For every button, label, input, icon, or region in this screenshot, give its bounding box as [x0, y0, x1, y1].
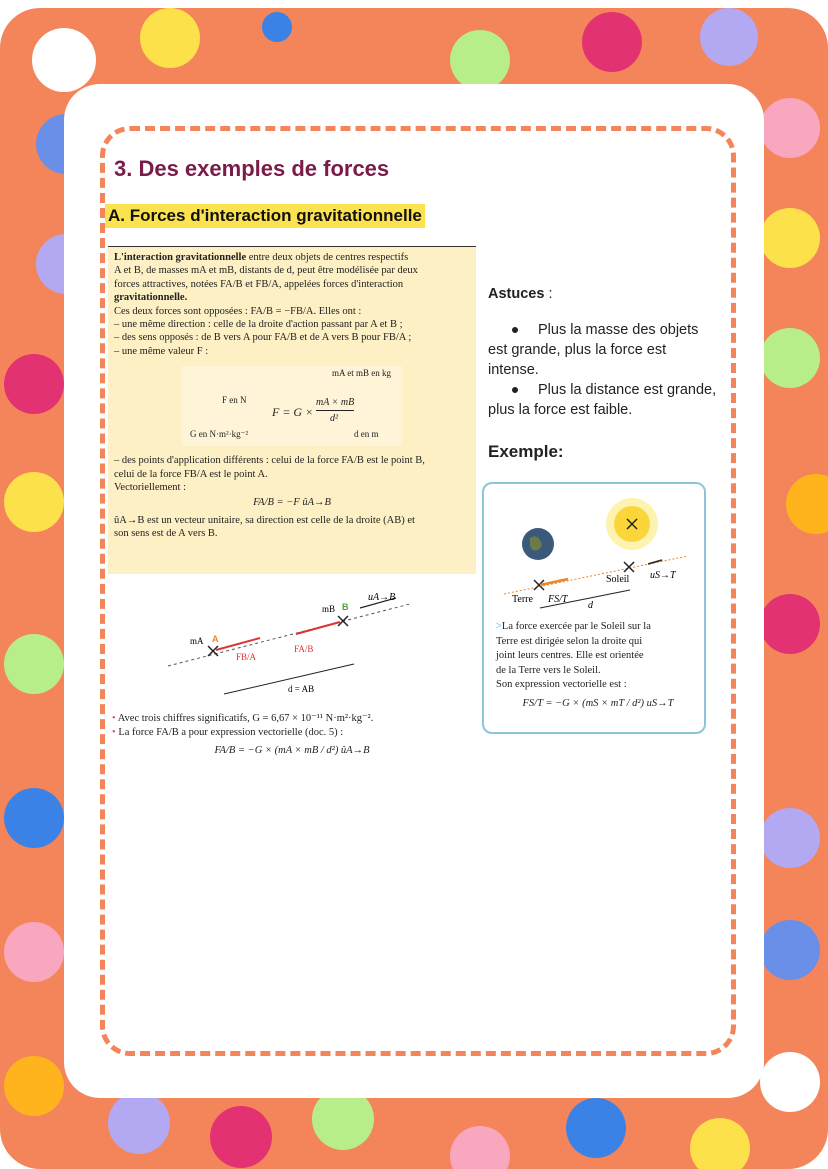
formula-lhs: F = G ×: [272, 405, 314, 420]
doc-line: – des points d'application différents : celui de la force FA/B est le point B,: [114, 455, 425, 467]
gravitation-formula: [182, 366, 402, 446]
sun-label: Soleil: [606, 574, 630, 585]
example-formula: FS/T = −G × (mS × mT / d²) uS→T: [522, 697, 674, 709]
example-box: [482, 482, 706, 734]
example-line: Terre est dirigée selon la droite qui: [496, 635, 643, 647]
distance-label-st: d: [588, 600, 593, 611]
doc-line: son sens est de A vers B.: [114, 528, 218, 540]
course-document: [108, 246, 476, 574]
example-line: joint leurs centres. Elle est orientée: [496, 650, 644, 661]
doc-line: – une même direction : celle de la droite d'action passant par A et B ;: [114, 319, 403, 331]
chevron-right-icon: >: [496, 621, 502, 632]
unit-label-g: G en N·m²·kg⁻²: [190, 429, 249, 440]
astuces-list: [488, 320, 732, 420]
label-fba: FB/A: [236, 652, 257, 662]
unit-label-d: d en m: [354, 429, 379, 440]
page-title: 3. Des exemples de forces: [114, 156, 390, 181]
tip-1: Plus la masse des objets: [488, 320, 732, 340]
bullet-icon: [488, 322, 538, 338]
axis-line: [168, 604, 410, 666]
example-line: de la Terre vers le Soleil.: [496, 664, 601, 676]
label-fab: FA/B: [294, 644, 314, 654]
doc-line: forces attractives, notées FA/B et FB/A, appelées forces d'interaction: [114, 278, 404, 290]
section-heading: A. Forces d'interaction gravitationnelle: [105, 204, 425, 228]
doc-line: Ces deux forces sont opposées : FA/B = −FB/A. Elles ont :: [114, 305, 362, 317]
unit-vector-st: [648, 560, 662, 564]
point-b-marker: [338, 616, 348, 626]
note-1: • Avec trois chiffres significatifs, G = 6,67 × 10⁻¹¹ N·m²·kg⁻².: [112, 713, 374, 724]
astuces-heading: Astuces :: [488, 286, 553, 302]
example-line: >La force exercée par le Soleil sur la: [496, 621, 651, 632]
formula-denominator: d²: [330, 413, 338, 425]
tip-2-line-2: plus la force est faible.: [488, 402, 633, 418]
notes: [112, 712, 472, 758]
exemple-heading: Exemple:: [488, 442, 564, 461]
sun-earth-diagram: [484, 484, 704, 614]
label-b: B: [342, 602, 349, 612]
example-text: [496, 620, 700, 711]
doc-line: celui de la force FB/A est le point A.: [114, 468, 268, 480]
force-diagram: [160, 580, 420, 700]
note-formula: FA/B = −G × (mA × mB / d²) ûA→B: [214, 745, 370, 756]
doc-line: – des sens opposés : de B vers A pour FA/B et de A vers B pour FB/A ;: [114, 332, 412, 344]
bullet-icon: [488, 382, 538, 398]
force-ab-arrow: [296, 622, 340, 634]
doc-line: Vectoriellement :: [114, 482, 187, 494]
doc-line: A et B, de masses mA et mB, distants de d, peut être modélisée par deux: [114, 265, 418, 277]
unit-vector-label: uA→B: [368, 592, 396, 603]
point-a-marker: [208, 646, 218, 656]
vector-formula: FA/B = −F ûA→B: [253, 497, 331, 509]
unit-vector-st-label: uS→T: [650, 570, 676, 581]
earth-label: Terre: [512, 594, 533, 605]
note-2: • La force FA/B a pour expression vectorielle (doc. 5) :: [112, 727, 344, 738]
doc-line: – une même valeur F :: [114, 345, 209, 357]
distance-label: d = AB: [288, 684, 315, 694]
doc-line: ûA→B est un vecteur unitaire, sa direction est celle de la droite (AB) et: [114, 514, 415, 526]
force-st-label: FS/T: [548, 594, 568, 605]
unit-label-f: F en N: [222, 395, 247, 406]
tip-1-line-3: intense.: [488, 362, 539, 378]
label-a: A: [212, 634, 219, 644]
doc-line: L'interaction gravitationnelle entre deux objets de centres respectifs: [114, 252, 409, 263]
unit-label-m: mA et mB en kg: [332, 368, 391, 379]
label-ma: mA: [190, 636, 204, 646]
sun-marker: [624, 562, 634, 572]
tip-1-line-2: est grande, plus la force est: [488, 342, 667, 358]
label-mb: mB: [322, 604, 336, 614]
doc-line: gravitationnelle.: [114, 292, 188, 304]
example-line: Son expression vectorielle est :: [496, 679, 627, 690]
formula-numerator: mA × mB: [316, 396, 354, 410]
tip-2: Plus la distance est grande,: [488, 380, 732, 400]
